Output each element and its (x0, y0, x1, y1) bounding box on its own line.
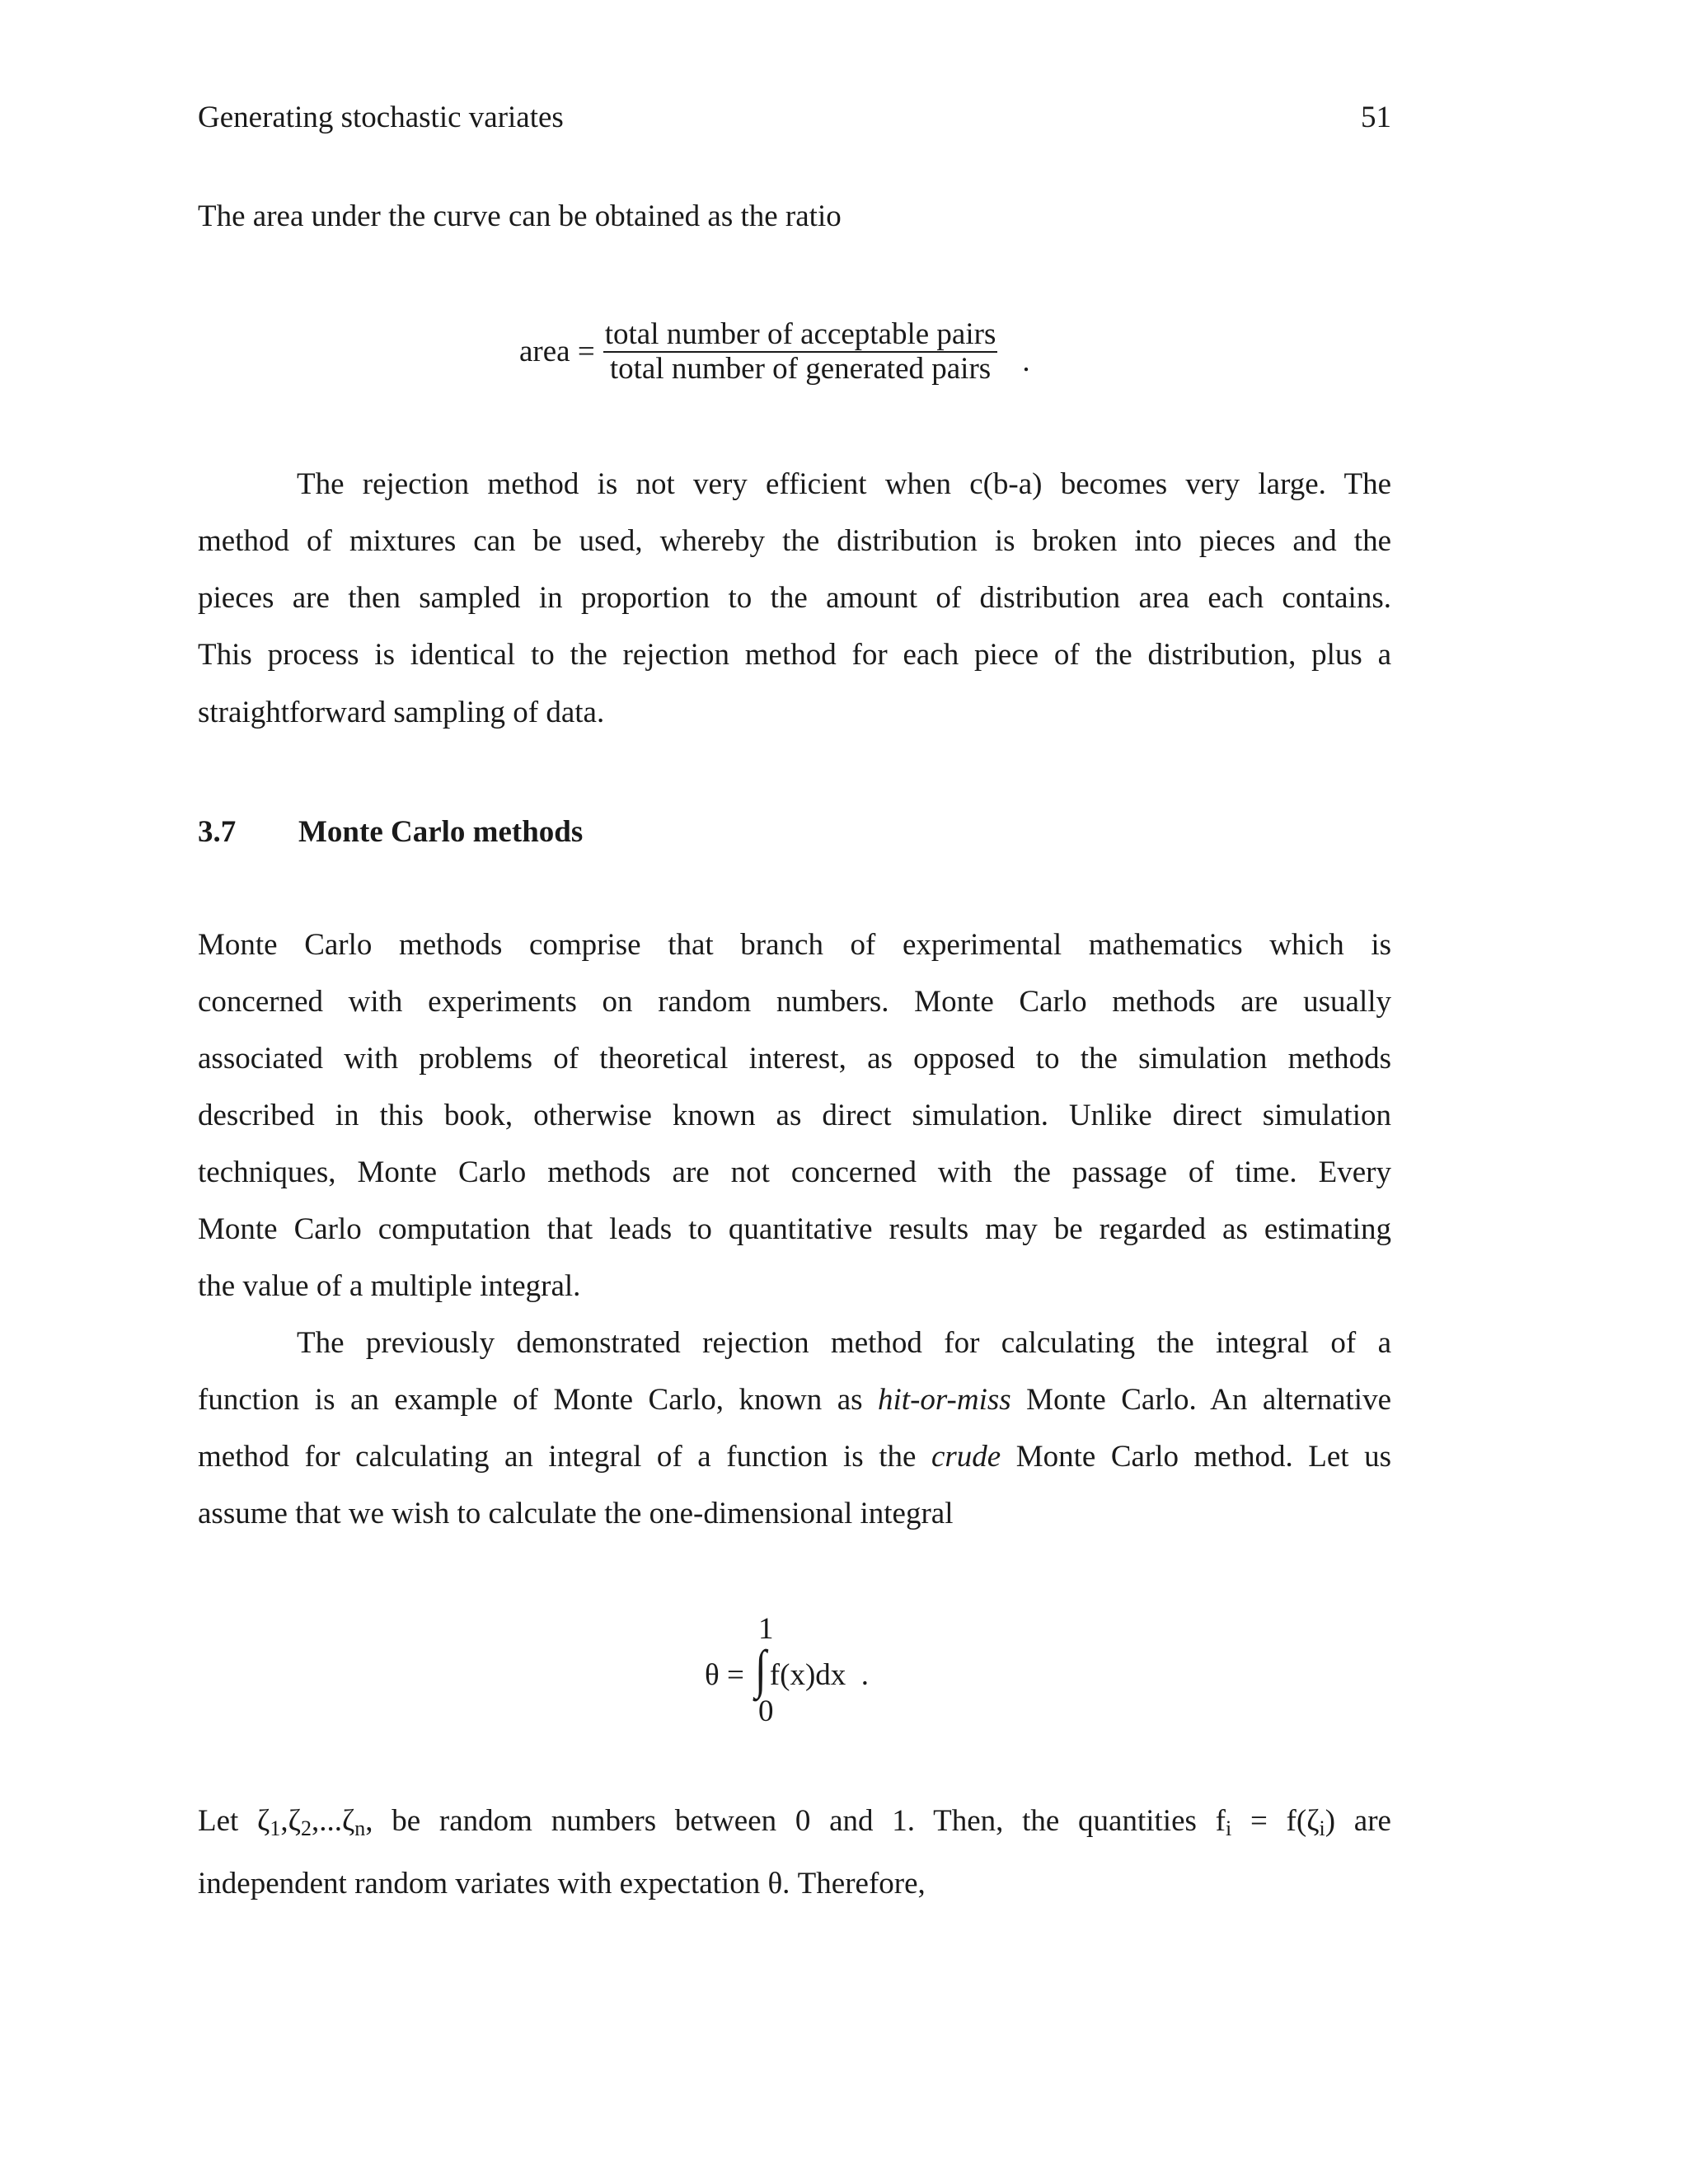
subscript: i (1319, 1816, 1325, 1840)
intro-line: The area under the curve can be obtained as the ratio (198, 199, 842, 233)
integrand: f(x)dx (769, 1658, 846, 1692)
para4-text: ,ζ (280, 1804, 301, 1838)
integral-lhs: θ = (705, 1658, 744, 1692)
running-head-title: Generating stochastic variates (198, 101, 564, 134)
fraction-numerator: total number of acceptable pairs (604, 317, 996, 351)
para1-line: pieces are then sampled in proportion to the amount of distribution area each contains. (198, 581, 1391, 615)
para2-line: the value of a multiple integral. (198, 1269, 581, 1303)
para2-line: techniques, Monte Carlo methods are not concerned with the passage of time. Every (198, 1155, 1391, 1189)
para3-text: Monte Carlo method. Let us (1001, 1440, 1391, 1474)
subscript: 2 (300, 1816, 312, 1840)
subscript: i (1225, 1816, 1232, 1840)
subscript: 1 (270, 1816, 281, 1840)
fraction-denominator: total number of generated pairs (609, 352, 992, 386)
para3-text: Monte Carlo. An alternative (1010, 1383, 1391, 1417)
para2-line: concerned with experiments on random numbers. Monte Carlo methods are usually (198, 985, 1391, 1019)
para2-line: associated with problems of theoretical interest, as opposed to the simulation methods (198, 1042, 1391, 1076)
area-equation-lhs: area = (519, 335, 595, 368)
para4-line: independent random variates with expectation θ. Therefore, (198, 1867, 926, 1900)
integral-period: . (860, 1658, 870, 1692)
para4-text: Let ζ (198, 1804, 270, 1838)
page-number: 51 (1361, 101, 1391, 134)
para3-line: assume that we wish to calculate the one-dimensional integral (198, 1497, 954, 1530)
crude-term: crude (931, 1440, 1001, 1474)
para3-text: function is an example of Monte Carlo, known as (198, 1383, 879, 1417)
integral-expression (705, 1638, 870, 1699)
para4-text: ,...ζ (311, 1804, 355, 1838)
section-number: 3.7 (198, 815, 237, 849)
area-equation-period: . (1022, 344, 1030, 378)
para4-text: ) are (1325, 1804, 1391, 1838)
para2-line: Monte Carlo computation that leads to quantitative results may be regarded as estimating (198, 1212, 1391, 1246)
para1-line: method of mixtures can be used, whereby the distribution is broken into pieces and the (198, 524, 1391, 558)
para3-text: method for calculating an integral of a function is the (198, 1440, 931, 1474)
area-fraction (603, 318, 998, 386)
area-equation (519, 318, 1030, 386)
section-title: Monte Carlo methods (298, 815, 584, 849)
integral-upper-limit: 1 (758, 1612, 774, 1646)
running-head (198, 97, 1391, 138)
integral-lower-limit: 0 (758, 1694, 774, 1728)
para4-line (198, 1801, 1391, 1842)
para1-line: straightforward sampling of data. (198, 696, 605, 729)
para3-line (198, 1436, 1391, 1478)
para4-text: = f(ζ (1231, 1804, 1320, 1838)
para3-line: The previously demonstrated rejection method for calculating the integral of a (297, 1326, 1391, 1360)
para3-line (198, 1380, 1391, 1421)
hit-or-miss-term: hit-or-miss (878, 1383, 1011, 1417)
para1-line: This process is identical to the rejection method for each piece of the distribution, plus a (198, 638, 1391, 672)
subscript: n (354, 1816, 366, 1840)
section-heading (198, 812, 583, 853)
para2-line: described in this book, otherwise known as direct simulation. Unlike direct simulation (198, 1099, 1391, 1132)
para1-line: The rejection method is not very efficient when c(b-a) becomes very large. The (297, 467, 1391, 501)
para4-text: , be random numbers between 0 and 1. Then, the quantities f (365, 1804, 1226, 1838)
para2-line: Monte Carlo methods comprise that branch of experimental mathematics which is (198, 928, 1391, 962)
integral-sign: ∫ (755, 1638, 767, 1699)
